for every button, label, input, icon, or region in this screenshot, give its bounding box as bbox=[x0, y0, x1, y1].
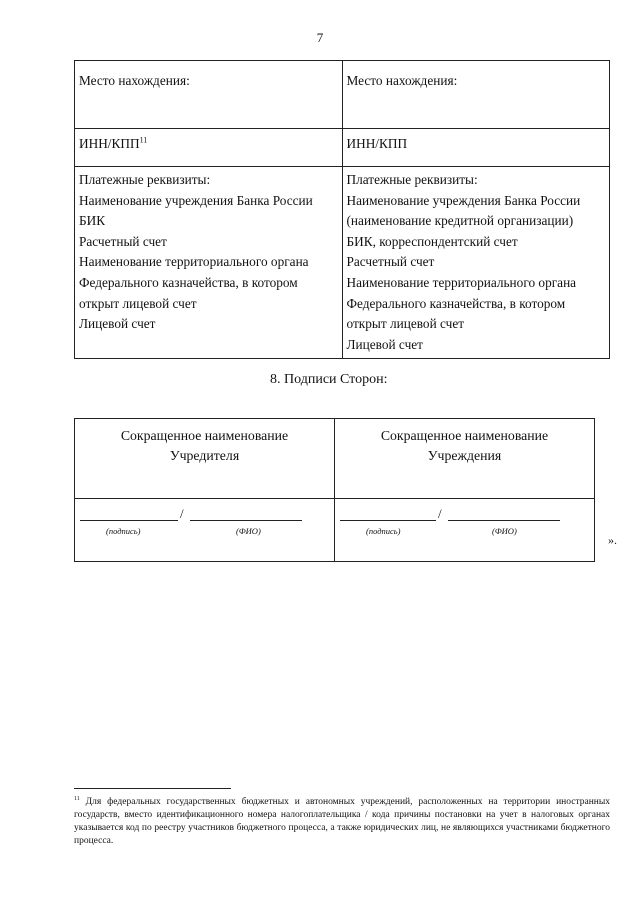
payment-line: открыт лицевой счет bbox=[346, 316, 465, 332]
payment-line: Наименование учреждения Банка России bbox=[346, 192, 581, 208]
fio-line bbox=[448, 520, 560, 521]
payment-line: БИК bbox=[79, 213, 106, 229]
founder-name-cell bbox=[75, 419, 335, 499]
footnote-separator bbox=[74, 788, 231, 789]
location-cell-right bbox=[342, 61, 610, 129]
signature-line bbox=[340, 520, 436, 521]
footnote bbox=[74, 796, 610, 848]
payment-line: Федерального казначейства, в котором bbox=[346, 295, 566, 311]
institution-signature-cell bbox=[335, 499, 595, 562]
founder-signature-cell bbox=[75, 499, 335, 562]
location-cell-left bbox=[75, 61, 343, 129]
page-number: 7 bbox=[316, 30, 324, 45]
signature-caption: (подпись) bbox=[366, 526, 401, 536]
fio-line bbox=[190, 520, 302, 521]
location-label-left: Место нахождения: bbox=[79, 73, 190, 88]
payment-line: Расчетный счет bbox=[346, 254, 435, 270]
inn-cell-left bbox=[75, 129, 343, 167]
signatures-table bbox=[74, 418, 595, 562]
payment-line: БИК, корреспондентский счет bbox=[346, 233, 518, 249]
payment-cell-left bbox=[75, 167, 343, 359]
payment-line: Лицевой счет bbox=[79, 316, 156, 332]
institution-signature-block bbox=[336, 500, 593, 560]
inn-label-left: ИНН/КПП bbox=[79, 136, 140, 151]
signature-line bbox=[80, 520, 178, 521]
signatures-heading: 8. Подписи Сторон: bbox=[270, 372, 388, 387]
footnote-ref: 11 bbox=[139, 135, 148, 145]
payment-line: Расчетный счет bbox=[79, 233, 167, 249]
payment-line: Платежные реквизиты: bbox=[346, 172, 478, 187]
inn-label-right: ИНН/КПП bbox=[346, 136, 408, 151]
institution-name-cell bbox=[335, 419, 595, 499]
payment-line: (наименование кредитной организации) bbox=[346, 213, 574, 229]
founder-name-line2: Учредителя bbox=[169, 448, 240, 463]
fio-caption: (ФИО) bbox=[236, 526, 261, 536]
payment-line: Наименование территориального органа bbox=[79, 254, 309, 270]
separator-slash: / bbox=[438, 506, 442, 521]
payment-line: Федерального казначейства, в котором bbox=[79, 274, 298, 290]
payment-line: Наименование учреждения Банка России bbox=[79, 192, 313, 208]
footnote-number: 11 bbox=[74, 795, 80, 802]
fio-caption: (ФИО) bbox=[492, 526, 517, 536]
signature-lines-row bbox=[75, 499, 595, 562]
founder-name-line1: Сокращенное наименование bbox=[120, 428, 289, 443]
inn-row bbox=[75, 129, 610, 167]
payment-line: Платежные реквизиты: bbox=[79, 172, 211, 187]
location-row bbox=[75, 61, 610, 129]
footnote-text: Для федеральных государственных бюджетных и автономных учреждений, расположенных на территории иностранных государств, вместо идентификационного номера налогоплательщика / кода причины постановки на учет в налоговых органах указывается код по реестру участников бюджетного процесса, а также юридических лиц, не являющихся участниками бюджетного процесса. bbox=[74, 797, 610, 846]
founder-signature-block bbox=[76, 500, 333, 560]
requisites-table bbox=[74, 60, 610, 359]
payment-line: Лицевой счет bbox=[346, 336, 423, 352]
payment-line: открыт лицевой счет bbox=[79, 295, 197, 311]
closing-quote-mark: ». bbox=[608, 533, 617, 547]
payment-cell-right bbox=[342, 167, 610, 359]
institution-name-line2: Учреждения bbox=[427, 448, 502, 463]
signature-caption: (подпись) bbox=[106, 526, 141, 536]
payment-row bbox=[75, 167, 610, 359]
location-label-right: Место нахождения: bbox=[346, 73, 458, 88]
inn-cell-right bbox=[342, 129, 610, 167]
separator-slash: / bbox=[180, 506, 184, 521]
payment-line: Наименование территориального органа bbox=[346, 274, 577, 290]
party-names-row bbox=[75, 419, 595, 499]
institution-name-line1: Сокращенное наименование bbox=[380, 428, 549, 443]
